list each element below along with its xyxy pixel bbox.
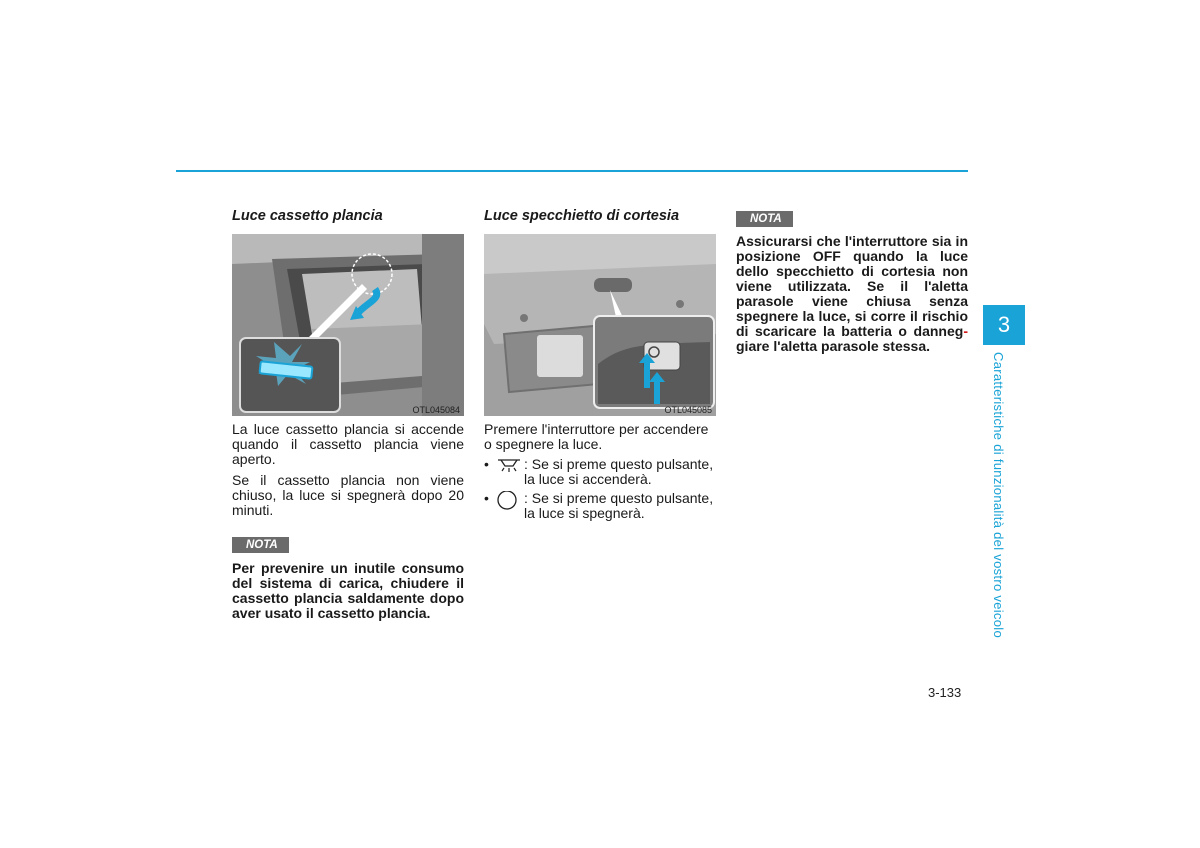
paragraph: Premere l'interruttore per accendere o spegnere la luce. xyxy=(484,421,709,452)
light-off-icon xyxy=(496,491,524,507)
figure-code: OTL045084 xyxy=(412,405,460,415)
list-item: • : Se si preme questo pulsante, la luce si accenderà. xyxy=(484,457,716,487)
heading-vanity-light: Luce specchietto di cortesia xyxy=(484,208,680,224)
figure-glovebox xyxy=(232,234,464,416)
column-vanity-mirror xyxy=(484,205,716,521)
column-note xyxy=(736,205,968,354)
header-rule xyxy=(176,170,968,172)
heading-glovebox-light: Luce cassetto plancia xyxy=(232,208,383,224)
nota-badge: NOTA xyxy=(232,537,289,553)
glovebox-illustration xyxy=(232,234,464,416)
nota-badge: NOTA xyxy=(736,211,793,227)
figure-code: OTL045085 xyxy=(664,405,712,415)
page-number: 3-133 xyxy=(928,685,962,700)
bullet-text: : Se si preme questo pulsante, la luce si spegnerà. xyxy=(524,490,714,521)
paragraph: La luce cassetto plancia si accende quando il cassetto plancia viene aperto. xyxy=(232,421,464,467)
column-glovebox xyxy=(232,205,464,621)
bullet-text: : Se si preme questo pulsante, la luce si accenderà. xyxy=(524,456,714,487)
light-on-icon xyxy=(496,457,524,473)
hyphen: - xyxy=(963,323,968,339)
list-item: • : Se si preme questo pulsante, la luce si spegnerà. xyxy=(484,491,716,521)
paragraph: Se il cassetto plancia non viene chiuso, la luce si spegnerà dopo 20 minuti. xyxy=(232,472,464,518)
chapter-tab: 3 xyxy=(983,305,1025,345)
vanity-mirror-illustration xyxy=(484,234,716,416)
figure-vanity-mirror xyxy=(484,234,716,416)
nota-text: Assicurarsi che l'interruttore sia in posizione OFF quando la luce dello specchietto di cortesia non viene utilizzata. Se il l'aletta parasole viene chiusa senza spegnere la luce, si corre il rischio di scaricare la batteria o danneg- giare l'aletta parasole stessa. xyxy=(736,233,968,354)
chapter-title: Caratteristiche di funzionalità del vostro veicolo xyxy=(991,352,1006,638)
nota-text: Per prevenire un inutile consumo del sistema di carica, chiudere il cassetto plancia saldamente dopo aver usato il cassetto plancia. xyxy=(232,560,464,621)
